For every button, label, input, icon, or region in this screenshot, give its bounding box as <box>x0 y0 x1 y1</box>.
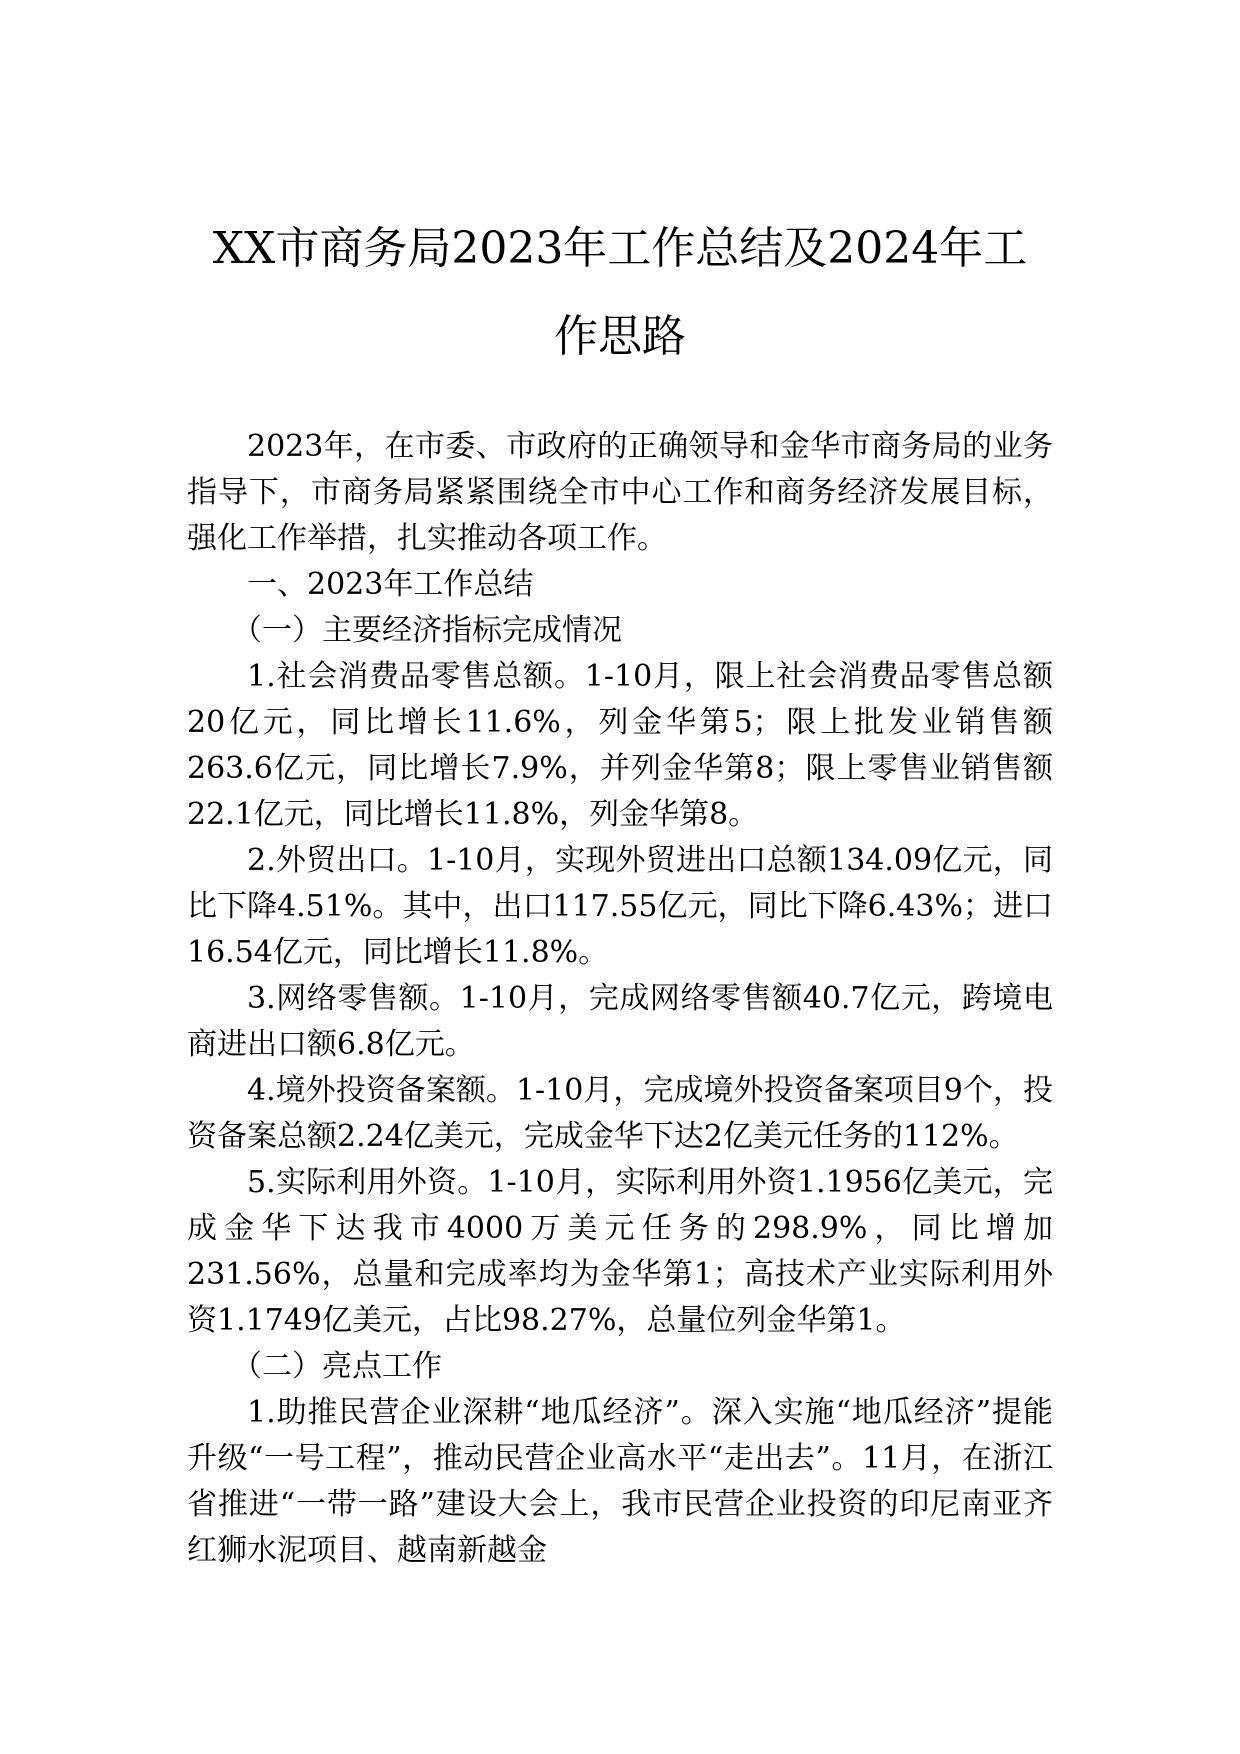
section-heading-1: 一、2023年工作总结 <box>247 567 534 602</box>
paragraph-retail-sales: 1.社会消费品零售总额。1-10月，限上社会消费品零售总额20亿元，同比增长11.6%，列金华第5；限上批发业销售额263.6亿元，同比增长7.9%，并列金华第8；限上零售业销售额22.1亿元，同比增长11.8%，列金华第8。 <box>187 659 1053 832</box>
subsection-heading-1: （一）主要经济指标完成情况 <box>232 613 622 648</box>
paragraph-online-retail: 3.网络零售额。1-10月，完成网络零售额40.7亿元，跨境电商进出口额6.8亿元。 <box>187 981 1053 1062</box>
paragraph-foreign-capital: 5.实际利用外资。1-10月，实际利用外资1.1956亿美元，完成金华下达我市4000万美元任务的298.9%，同比增加231.56%，总量和完成率均为金华第1；高技术产业实际利用外资1.1749亿美元，占比98.27%，总量位列金华第1。 <box>187 1165 1053 1338</box>
intro-paragraph: 2023年，在市委、市政府的正确领导和金华市商务局的业务指导下，市商务局紧紧围绕全市中心工作和商务经济发展目标，强化工作举措，扎实推动各项工作。 <box>187 429 1053 556</box>
title-line-1: XX市商务局2023年工作总结及2024年工 <box>212 223 1028 274</box>
paragraph-foreign-trade: 2.外贸出口。1-10月，实现外贸进出口总额134.09亿元，同比下降4.51%。其中，出口117.55亿元，同比下降6.43%；进口16.54亿元，同比增长11.8%。 <box>187 843 1053 970</box>
title-line-2: 作思路 <box>554 311 686 362</box>
paragraph-private-enterprise: 1.助推民营企业深耕“地瓜经济”。深入实施“地瓜经济”提能升级“一号工程”，推动民营企业高水平“走出去”。11月，在浙江省推进“一带一路”建设大会上，我市民营企业投资的印尼南亚齐红狮水泥项目、越南新越金 <box>187 1395 1053 1568</box>
subsection-heading-2: （二）亮点工作 <box>232 1349 442 1384</box>
document-title <box>150 205 1090 381</box>
paragraph-overseas-investment: 4.境外投资备案额。1-10月，完成境外投资备案项目9个，投资备案总额2.24亿美元，完成金华下达2亿美元任务的112%。 <box>187 1073 1053 1154</box>
document-body <box>187 424 1053 1574</box>
